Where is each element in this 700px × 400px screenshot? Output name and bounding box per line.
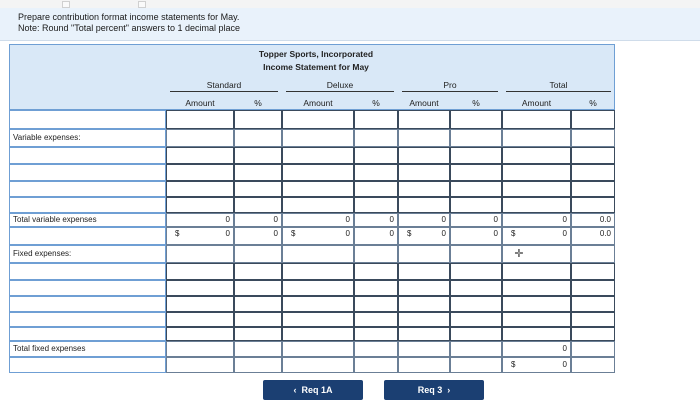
cell-value: 0 (273, 215, 278, 224)
cell-variable-expenses[interactable] (450, 129, 502, 147)
prev-button-label: Req 1A (301, 385, 333, 395)
cell-value: 0 (493, 229, 498, 238)
cell-entry[interactable] (571, 263, 615, 280)
cell-entry[interactable] (166, 263, 234, 280)
subheader-percent: % (472, 98, 480, 108)
cell-contribution-margin (398, 227, 450, 245)
cell-entry[interactable] (354, 296, 398, 312)
cell-contribution-margin (282, 227, 354, 245)
cell-entry[interactable] (571, 147, 615, 164)
cell-total-variable-expenses (282, 213, 354, 227)
subheader-amount: Amount (303, 98, 333, 108)
cell-entry[interactable] (502, 110, 571, 129)
cell-entry[interactable] (450, 164, 502, 181)
subheader-percent: % (589, 98, 597, 108)
cell-value: 0 (441, 215, 446, 224)
cell-value: 0 (562, 215, 567, 224)
subheader-percent: % (372, 98, 380, 108)
cell-value: 0 (345, 215, 350, 224)
row-label-cell-contribution-margin (9, 227, 166, 245)
currency-symbol: $ (175, 229, 180, 238)
cell-net-operating-income (502, 357, 571, 373)
prev-requirement-button[interactable] (263, 380, 363, 400)
cell-total-variable-expenses (571, 213, 615, 227)
cell-variable-expenses[interactable] (571, 129, 615, 147)
cell-total-variable-expenses (450, 213, 502, 227)
row-label-cell-entry[interactable] (9, 197, 166, 213)
cell-entry[interactable] (398, 164, 450, 181)
cell-variable-expenses[interactable] (282, 129, 354, 147)
cell-entry[interactable] (166, 147, 234, 164)
cell-value: 0 (273, 229, 278, 238)
cell-value: 0 (562, 344, 567, 353)
cell-entry[interactable] (234, 181, 282, 197)
cell-entry[interactable] (166, 327, 234, 341)
cell-entry[interactable] (354, 147, 398, 164)
cell-value: 0 (562, 229, 567, 238)
cell-variable-expenses[interactable] (166, 129, 234, 147)
cell-entry[interactable] (571, 181, 615, 197)
cell-contribution-margin (234, 227, 282, 245)
cell-entry[interactable] (282, 296, 354, 312)
cell-total-fixed-expenses (502, 341, 571, 357)
next-requirement-button[interactable] (384, 380, 484, 400)
cell-entry[interactable] (502, 263, 571, 280)
row-label-cell-variable-expenses: Variable expenses: (9, 129, 166, 147)
row-label-cell-entry[interactable] (9, 263, 166, 280)
cell-entry[interactable] (234, 263, 282, 280)
cell-entry[interactable] (398, 181, 450, 197)
cell-total-fixed-expenses (571, 341, 615, 357)
cell-entry[interactable] (398, 312, 450, 327)
group-header-underline (170, 91, 278, 92)
cell-fixed-expenses[interactable] (354, 245, 398, 263)
cell-contribution-margin (354, 227, 398, 245)
cell-entry[interactable] (450, 110, 502, 129)
cell-entry[interactable] (234, 110, 282, 129)
cell-fixed-expenses[interactable] (234, 245, 282, 263)
next-button-label: Req 3 (417, 385, 443, 395)
cell-entry[interactable] (354, 181, 398, 197)
cell-entry[interactable] (234, 147, 282, 164)
cell-entry[interactable] (450, 147, 502, 164)
cell-entry[interactable] (282, 181, 354, 197)
group-header-standard: Standard (206, 80, 242, 90)
group-header-total: Total (549, 80, 568, 90)
cell-entry[interactable] (354, 197, 398, 213)
cell-entry[interactable] (166, 280, 234, 296)
row-label-cell-entry[interactable] (9, 280, 166, 296)
cell-entry[interactable] (571, 164, 615, 181)
cell-total-variable-expenses (354, 213, 398, 227)
cell-entry[interactable] (282, 147, 354, 164)
cell-entry[interactable] (234, 296, 282, 312)
cell-total-variable-expenses (398, 213, 450, 227)
cell-entry[interactable] (354, 263, 398, 280)
cell-entry[interactable] (571, 197, 615, 213)
cell-entry[interactable] (502, 147, 571, 164)
cell-entry[interactable] (282, 280, 354, 296)
cell-entry[interactable] (450, 312, 502, 327)
chevron-right-icon: › (447, 385, 451, 395)
cell-value: 0.0 (599, 229, 611, 238)
cell-variable-expenses[interactable] (502, 129, 571, 147)
cell-fixed-expenses[interactable] (166, 245, 234, 263)
cell-entry[interactable] (234, 280, 282, 296)
cell-value: 0 (225, 215, 230, 224)
group-header-deluxe: Deluxe (326, 80, 354, 90)
cell-total-variable-expenses (502, 213, 571, 227)
cell-contribution-margin (450, 227, 502, 245)
row-label-cell-fixed-expenses: Fixed expenses: (9, 245, 166, 263)
cell-entry[interactable] (398, 147, 450, 164)
cell-value: 0 (441, 229, 446, 238)
cell-net-operating-income (282, 357, 354, 373)
cell-entry[interactable] (166, 164, 234, 181)
row-label-cell-entry[interactable] (9, 110, 166, 129)
chevron-left-icon: ‹ (293, 385, 297, 395)
cell-entry[interactable] (234, 197, 282, 213)
cell-value: 0 (389, 229, 394, 238)
cell-entry[interactable] (354, 280, 398, 296)
cell-entry[interactable] (166, 312, 234, 327)
cell-entry[interactable] (398, 263, 450, 280)
row-label-cell-total-fixed-expenses: Total fixed expenses (9, 341, 166, 357)
cell-total-fixed-expenses (282, 341, 354, 357)
cell-total-fixed-expenses (450, 341, 502, 357)
cell-net-operating-income (166, 357, 234, 373)
cell-entry[interactable] (234, 327, 282, 341)
cell-value: 0.0 (599, 215, 611, 224)
cell-entry[interactable] (502, 327, 571, 341)
row-label-cell-entry[interactable] (9, 327, 166, 341)
cell-entry[interactable] (354, 312, 398, 327)
row-label-cell-entry[interactable] (9, 164, 166, 181)
cell-entry[interactable] (398, 280, 450, 296)
cell-entry[interactable] (234, 312, 282, 327)
cell-entry[interactable] (502, 164, 571, 181)
cell-entry[interactable] (571, 327, 615, 341)
cell-contribution-margin (571, 227, 615, 245)
group-header-pro: Pro (443, 80, 457, 90)
cell-total-variable-expenses (234, 213, 282, 227)
cell-value: 0 (493, 215, 498, 224)
currency-symbol: $ (407, 229, 412, 238)
cell-entry[interactable] (282, 263, 354, 280)
cell-entry[interactable] (450, 327, 502, 341)
cell-contribution-margin (166, 227, 234, 245)
cell-entry[interactable] (450, 263, 502, 280)
cell-entry[interactable] (166, 197, 234, 213)
cell-entry[interactable] (282, 327, 354, 341)
group-header-underline (402, 91, 498, 92)
cell-total-fixed-expenses (398, 341, 450, 357)
row-label-cell-entry[interactable] (9, 147, 166, 164)
cell-variable-expenses[interactable] (354, 129, 398, 147)
currency-symbol: $ (291, 229, 296, 238)
cell-entry[interactable] (502, 296, 571, 312)
move-cursor-icon: ✛ (514, 248, 524, 260)
subheader-amount: Amount (185, 98, 215, 108)
currency-symbol: $ (511, 360, 516, 369)
cell-entry[interactable] (282, 197, 354, 213)
cell-variable-expenses[interactable] (234, 129, 282, 147)
cell-entry[interactable] (398, 110, 450, 129)
statement-title: Income Statement for May (263, 62, 369, 72)
cell-value: 0 (389, 215, 394, 224)
cell-fixed-expenses[interactable] (450, 245, 502, 263)
company-name: Topper Sports, Incorporated (258, 49, 374, 59)
cell-entry[interactable] (282, 164, 354, 181)
cell-entry[interactable] (398, 296, 450, 312)
subheader-amount: Amount (409, 98, 439, 108)
instruction-line: Prepare contribution format income statements for May. (18, 12, 240, 22)
cell-value: 0 (345, 229, 350, 238)
cell-total-variable-expenses (166, 213, 234, 227)
row-label-cell-entry[interactable] (9, 181, 166, 197)
cell-fixed-expenses[interactable] (571, 245, 615, 263)
cell-entry[interactable] (166, 181, 234, 197)
cell-entry[interactable] (166, 296, 234, 312)
cell-total-fixed-expenses (166, 341, 234, 357)
cell-entry[interactable] (450, 296, 502, 312)
cell-entry[interactable] (450, 197, 502, 213)
cell-entry[interactable] (571, 110, 615, 129)
cell-contribution-margin (502, 227, 571, 245)
row-label-cell-total-variable-expenses: Total variable expenses (9, 213, 166, 227)
cell-value: 0 (225, 229, 230, 238)
row-label-cell-entry[interactable] (9, 312, 166, 327)
cell-entry[interactable] (450, 181, 502, 197)
cell-entry[interactable] (282, 312, 354, 327)
cell-variable-expenses[interactable] (398, 129, 450, 147)
cell-entry[interactable] (502, 197, 571, 213)
cell-entry[interactable] (282, 110, 354, 129)
cell-entry[interactable] (502, 181, 571, 197)
currency-symbol: $ (511, 229, 516, 238)
cell-entry[interactable] (502, 280, 571, 296)
cell-net-operating-income (234, 357, 282, 373)
cell-entry[interactable] (354, 110, 398, 129)
cell-entry[interactable] (354, 327, 398, 341)
cell-entry[interactable] (354, 164, 398, 181)
cell-net-operating-income (354, 357, 398, 373)
group-header-underline (506, 91, 611, 92)
subheader-amount: Amount (521, 98, 552, 108)
cell-total-fixed-expenses (234, 341, 282, 357)
row-label-cell-net-operating-income (9, 357, 166, 373)
cell-entry[interactable] (234, 164, 282, 181)
cell-entry[interactable] (166, 110, 234, 129)
cell-entry[interactable] (398, 197, 450, 213)
instruction-note: Note: Round "Total percent" answers to 1 decimal place (18, 23, 241, 33)
cell-entry[interactable] (571, 312, 615, 327)
cell-total-fixed-expenses (354, 341, 398, 357)
cell-entry[interactable] (450, 280, 502, 296)
cell-entry[interactable] (502, 312, 571, 327)
cell-entry[interactable] (571, 296, 615, 312)
cell-fixed-expenses[interactable] (398, 245, 450, 263)
cell-entry[interactable] (571, 280, 615, 296)
cell-fixed-expenses[interactable] (282, 245, 354, 263)
cell-net-operating-income (571, 357, 615, 373)
subheader-percent: % (254, 98, 262, 108)
cell-entry[interactable] (398, 327, 450, 341)
cell-net-operating-income (450, 357, 502, 373)
cell-value: 0 (562, 360, 567, 369)
group-header-underline (286, 91, 394, 92)
cell-net-operating-income (398, 357, 450, 373)
row-label-cell-entry[interactable] (9, 296, 166, 312)
